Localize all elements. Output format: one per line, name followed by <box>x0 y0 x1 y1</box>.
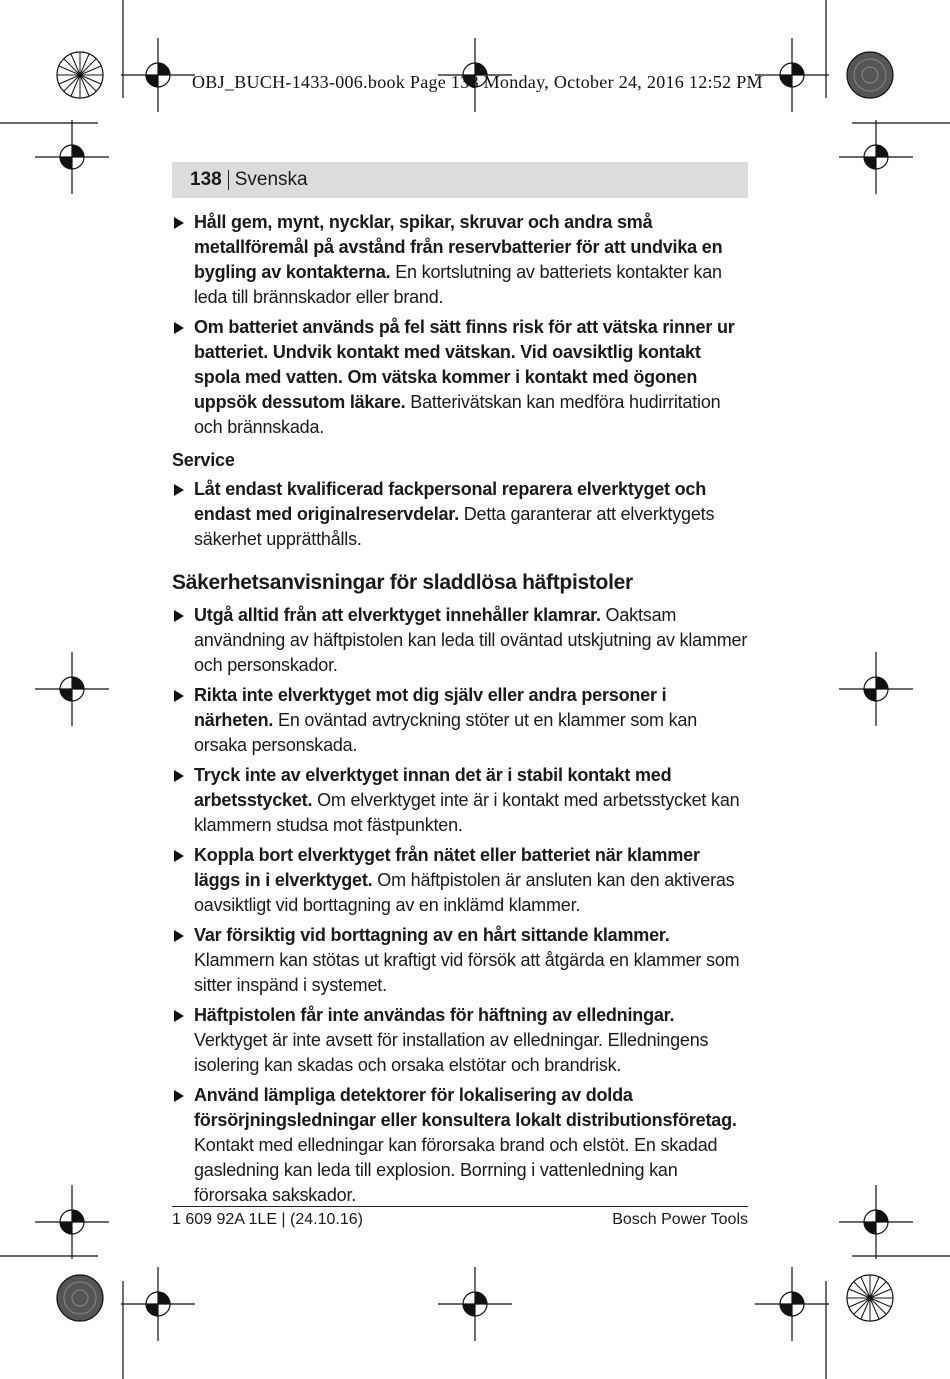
footer-brand: Bosch Power Tools <box>612 1211 748 1228</box>
item-text: Kontakt med elledningar kan förorsaka brand och elstöt. En skadad gasledning kan leda till explosion. Borrning i vattenledning kan förorsaka sakskador. <box>194 1135 718 1205</box>
star-target-icon <box>847 52 893 98</box>
item-text: En oväntad avtryckning stöter ut en klammer som kan orsaka personskada. <box>194 710 698 755</box>
item-bold-text: Låt endast kvalificerad fackpersonal reparera elverktyget och endast med originalreservdelar. <box>194 479 707 524</box>
item-bold-text: Håll gem, mynt, nycklar, spikar, skruvar och andra små metallföremål på avstånd från reservbatterier för att undvika en bygling av kontakterna. <box>194 212 723 282</box>
language-label: Svenska <box>234 169 308 190</box>
section-title: Säkerhetsanvisningar för sladdlösa häftpistoler <box>172 571 633 594</box>
service-heading: Service <box>172 450 235 470</box>
book-info-line: OBJ_BUCH-1433-006.book Page 138 Monday, October 24, 2016 12:52 PM <box>192 72 763 92</box>
safety-item <box>172 683 750 758</box>
bullet-arrow-icon <box>174 1090 184 1102</box>
safety-item <box>172 603 750 678</box>
star-target-icon <box>847 1275 893 1321</box>
item-bold-text: Tryck inte av elverktyget innan det är i stabil kontakt med arbetsstycket. <box>194 765 672 810</box>
item-bold-text: Använd lämpliga detektorer för lokalisering av dolda försörjningsledningar eller konsultera lokalt distributionsföretag. <box>194 1085 737 1130</box>
bullet-arrow-icon <box>174 610 184 622</box>
page-header <box>172 162 748 198</box>
bullet-arrow-icon <box>174 1010 184 1022</box>
item-text: Verktyget är inte avsett för installation av elledningar. Elledningens isolering kan skadas och orsaka elstötar och brandrisk. <box>194 1030 709 1075</box>
item-text: En kortslutning av batteriets kontakter kan leda till brännskador eller brand. <box>194 262 722 307</box>
bullet-arrow-icon <box>174 930 184 942</box>
safety-item <box>172 210 750 310</box>
safety-item <box>172 923 750 998</box>
bullet-arrow-icon <box>174 484 184 496</box>
item-bold-text: Koppla bort elverktyget från nätet eller batteriet när klammer läggs in i elverktyget. <box>194 845 700 890</box>
bullet-arrow-icon <box>174 322 184 334</box>
safety-item <box>172 763 750 838</box>
safety-item <box>172 1083 750 1208</box>
item-bold-text: Om batteriet används på fel sätt finns risk för att vätska rinner ur batteriet. Undvik kontakt med vätskan. Vid oavsiktlig kontakt spola med vatten. Om vätska kommer i kontakt med ögonen uppsök dessutom läkare. <box>194 317 735 412</box>
page-number: 138 <box>190 169 222 190</box>
item-text: Oaktsam användning av häftpistolen kan leda till oväntad utskjutning av klammer och personskador. <box>194 605 748 675</box>
footer-rule <box>172 1206 748 1207</box>
item-bold-text: Rikta inte elverktyget mot dig själv eller andra personer i närheten. <box>194 685 667 730</box>
item-text: Om häftpistolen är ansluten kan den aktiveras oavsiktligt vid borttagning av en inklämd klammer. <box>194 870 735 915</box>
star-target-icon <box>57 52 103 98</box>
main-content <box>172 210 750 1213</box>
item-text: Batterivätskan kan medföra hudirritation och brännskada. <box>194 392 721 437</box>
bullet-arrow-icon <box>174 770 184 782</box>
section-service <box>172 448 750 552</box>
bullet-arrow-icon <box>174 217 184 229</box>
footer-doc-id: 1 609 92A 1LE | (24.10.16) <box>172 1211 363 1228</box>
item-bold-text: Var försiktig vid borttagning av en hårt sittande klammer. <box>194 925 670 945</box>
safety-item <box>172 843 750 918</box>
safety-item <box>172 1003 750 1078</box>
item-text: Om elverktyget inte är i kontakt med arbetsstycket kan klammern studsa mot fästpunkten. <box>194 790 740 835</box>
section-staplers <box>172 570 750 1208</box>
bullet-arrow-icon <box>174 850 184 862</box>
safety-item <box>172 477 750 552</box>
star-target-icon <box>57 1275 103 1321</box>
item-bold-text: Utgå alltid från att elverktyget innehåller klamrar. <box>194 605 601 625</box>
header-separator <box>228 170 229 190</box>
item-text: Detta garanterar att elverktygets säkerhet upprätthålls. <box>194 504 715 549</box>
safety-item <box>172 315 750 440</box>
item-text: Klammern kan stötas ut kraftigt vid försök att åtgärda en klammer som sitter inspänd i systemet. <box>194 950 740 995</box>
section-batteries <box>172 210 750 440</box>
bullet-arrow-icon <box>174 690 184 702</box>
item-bold-text: Häftpistolen får inte användas för häftning av elledningar. <box>194 1005 675 1025</box>
